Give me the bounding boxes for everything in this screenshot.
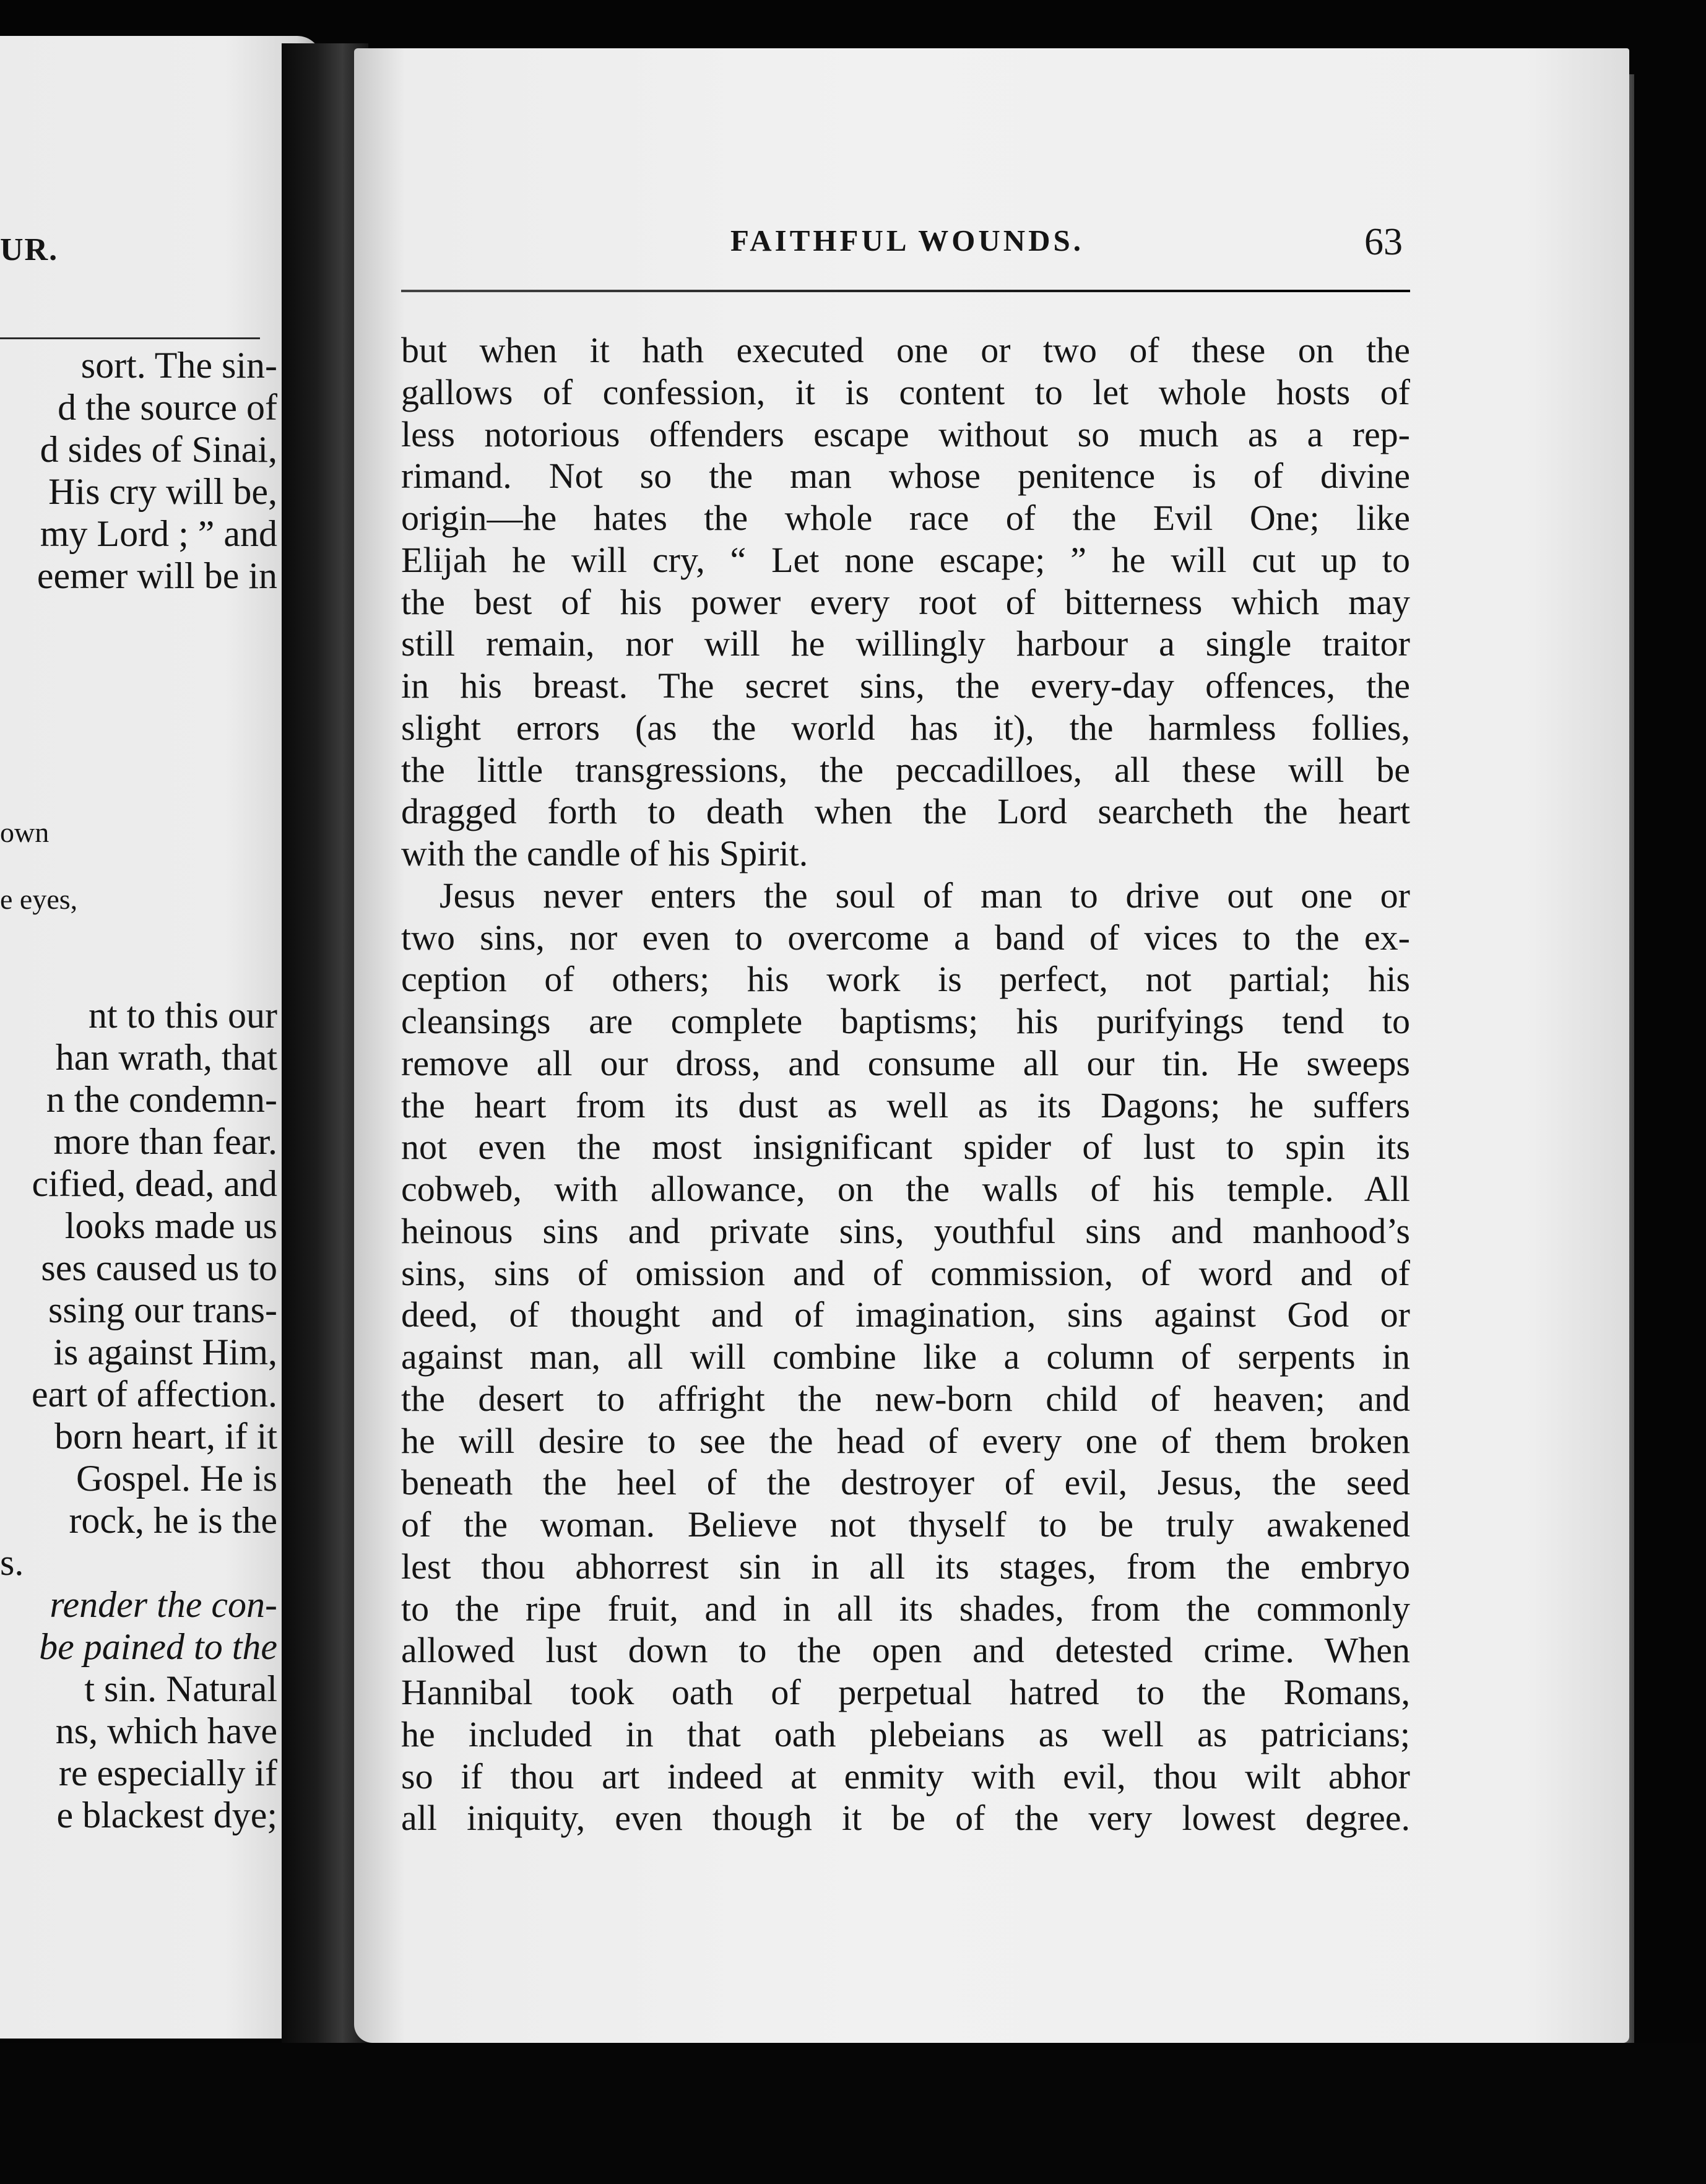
- left-line: d sides of Sinai,: [40, 429, 277, 470]
- text-line: the desert to affright the new-born child of heaven; and: [401, 1378, 1410, 1419]
- text-line: with the candle of his Spirit.: [401, 833, 808, 873]
- text-line: gallows of confession, it is content to let whole hosts of: [401, 371, 1410, 412]
- left-header-rule: [0, 337, 260, 339]
- left-line: ses caused us to: [41, 1247, 277, 1288]
- text-line: cobweb, with allowance, on the walls of his temple. All: [401, 1169, 1410, 1209]
- text-line: dragged forth to death when the Lord searcheth the heart: [401, 791, 1410, 832]
- text-line: slight errors (as the world has it), the harmless follies,: [401, 707, 1410, 748]
- left-line: n the condemn-: [46, 1079, 277, 1120]
- text-line: the little transgressions, the peccadilloes, all these will be: [401, 749, 1410, 790]
- text-line: deed, of thought and of imagination, sins against God or: [401, 1294, 1410, 1335]
- text-line: the heart from its dust as well as its Dagons; he suffers: [401, 1085, 1410, 1125]
- header-rule: [401, 290, 1410, 292]
- left-line: looks made us: [64, 1205, 277, 1246]
- left-line: more than fear.: [53, 1121, 277, 1162]
- left-line: s.: [0, 1542, 24, 1583]
- text-line: of the woman. Believe not thyself to be truly awakened: [401, 1504, 1410, 1545]
- left-line: own: [0, 817, 50, 848]
- text-line: origin—he hates the whole race of the Evil One; like: [401, 498, 1410, 538]
- left-line: e blackest dye;: [56, 1795, 277, 1835]
- left-line: d the source of: [58, 387, 277, 428]
- text-line: rimand. Not so the man whose penitence is of divine: [401, 456, 1410, 496]
- text-line: Jesus never enters the soul of man to drive out one or: [439, 875, 1410, 916]
- text-line: to the ripe fruit, and in all its shades, from the commonly: [401, 1588, 1410, 1629]
- left-line: be pained to the: [39, 1626, 277, 1667]
- text-line: lest thou abhorrest sin in all its stages, from the embryo: [401, 1546, 1410, 1587]
- text-line: remove all our dross, and consume all our tin. He sweeps: [401, 1042, 1410, 1083]
- text-line: still remain, nor will he willingly harbour a single traitor: [401, 623, 1410, 664]
- text-line: the best of his power every root of bitterness which may: [401, 581, 1410, 622]
- text-line: sins, sins of omission and of commission, of word and of: [401, 1252, 1410, 1293]
- left-line: Gospel. He is: [76, 1458, 277, 1499]
- left-line: sort. The sin-: [80, 345, 277, 386]
- left-line: t sin. Natural: [84, 1668, 277, 1709]
- text-line: cleansings are complete baptisms; his purifyings tend to: [401, 1001, 1410, 1041]
- page-body-text: [401, 329, 1410, 1839]
- text-line: all iniquity, even though it be of the very lowest degree.: [401, 1798, 1410, 1839]
- text-line: beneath the heel of the destroyer of evil, Jesus, the seed: [401, 1462, 1410, 1503]
- text-line: he included in that oath plebeians as well as patricians;: [401, 1714, 1410, 1754]
- text-line: ception of others; his work is perfect, not partial; his: [401, 959, 1410, 1000]
- text-line: less notorious offenders escape without so much as a rep-: [401, 414, 1410, 454]
- text-line: so if thou art indeed at enmity with evil, thou wilt abhor: [401, 1756, 1410, 1796]
- left-line: cified, dead, and: [32, 1163, 277, 1204]
- left-line: ns, which have: [55, 1710, 277, 1751]
- left-running-head: UR.: [0, 232, 59, 267]
- left-line: nt to this our: [88, 995, 277, 1036]
- left-line: His cry will be,: [48, 471, 277, 512]
- running-head-title: FAITHFUL WOUNDS.: [730, 223, 1084, 258]
- text-line: he will desire to see the head of every one of them broken: [401, 1420, 1410, 1461]
- left-line: eemer will be in: [37, 555, 277, 596]
- left-line: re especially if: [58, 1753, 277, 1793]
- left-line: e eyes,: [0, 883, 78, 915]
- scan-background-bottom: [0, 2043, 1706, 2184]
- text-line: against man, all will combine like a column of serpents in: [401, 1337, 1410, 1377]
- left-line: render the con-: [50, 1584, 277, 1625]
- left-line: eart of affection.: [31, 1374, 277, 1415]
- left-line: my Lord ; ” and: [40, 513, 277, 554]
- text-line: but when it hath executed one or two of these on the: [401, 330, 1410, 370]
- text-line: heinous sins and private sins, youthful sins and manhood’s: [401, 1210, 1410, 1251]
- text-line: allowed lust down to the open and detested crime. When: [401, 1630, 1410, 1671]
- text-line: two sins, nor even to overcome a band of vices to the ex-: [401, 917, 1410, 958]
- left-line: rock, he is the: [69, 1500, 277, 1541]
- left-line: ssing our trans-: [48, 1289, 277, 1330]
- left-line: born heart, if it: [54, 1416, 277, 1457]
- text-line: Elijah he will cry, “ Let none escape; ” he will cut up to: [401, 539, 1410, 580]
- left-line: han wrath, that: [55, 1037, 277, 1078]
- previous-page-fragment: [0, 36, 322, 2039]
- left-line: is against Him,: [53, 1332, 277, 1372]
- page-number: 63: [1364, 221, 1403, 263]
- text-line: not even the most insignificant spider of lust to spin its: [401, 1127, 1410, 1168]
- text-line: Hannibal took oath of perpetual hatred to the Romans,: [401, 1672, 1410, 1712]
- text-line: in his breast. The secret sins, the every-day offences, the: [401, 665, 1410, 706]
